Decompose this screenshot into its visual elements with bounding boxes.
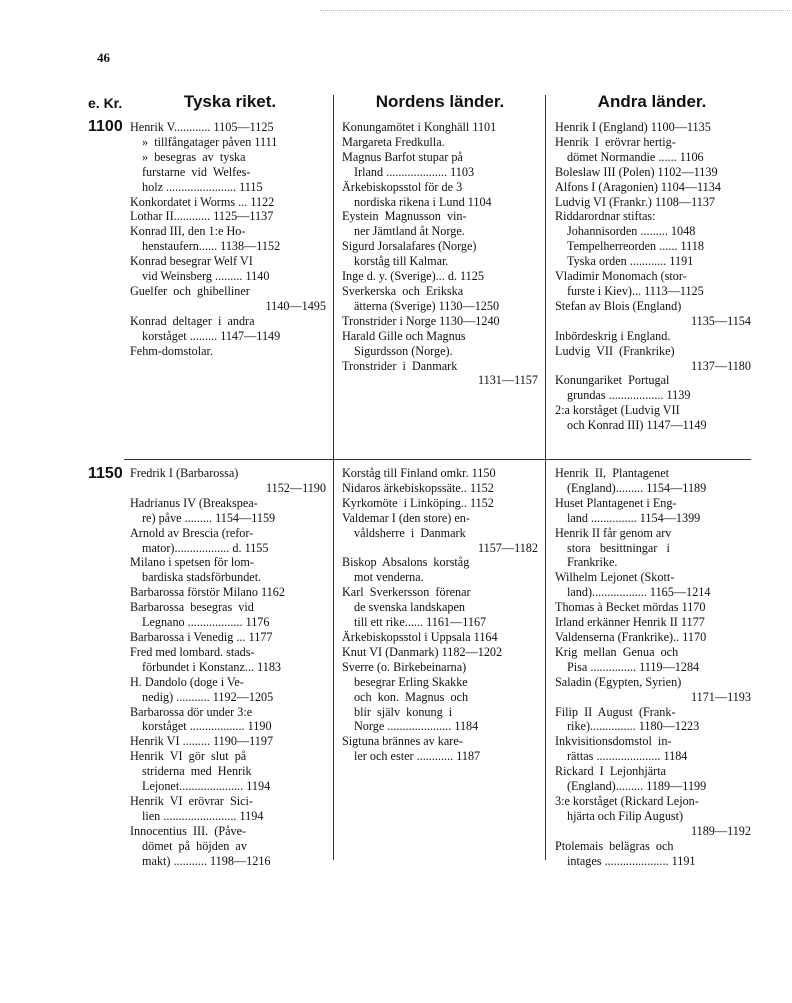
entry-line: 1137—1180	[690, 358, 751, 373]
entry-line: Valdemar I (den store) en-	[342, 510, 470, 525]
entry-line: Barbarossa i Venedig ... 1177	[130, 629, 273, 644]
entry-line: dömet på höjden av	[142, 838, 247, 853]
entry-line: Karl Sverkersson förenar	[342, 585, 471, 600]
entry-line: Wilhelm Lejonet (Skott-	[555, 570, 675, 585]
entry-line: till ett rike...... 1161—1167	[354, 615, 487, 630]
entry-line: Rickard I Lejonhjärta	[555, 764, 666, 779]
entry-line: Valdenserna (Frankrike).. 1170	[555, 629, 707, 644]
entry-line: » tillfångatager påven 1111	[142, 134, 278, 149]
entry-line: Biskop Absalons korståg	[342, 555, 470, 570]
entry-line: blir själv konung i	[354, 704, 453, 719]
section-1150-tyska-riket	[130, 466, 326, 868]
entry-line: Knut VI (Danmark) 1182—1202	[342, 644, 503, 659]
entry-line: Tyska orden ............ 1191	[567, 254, 694, 269]
entry-line: och kon. Magnus och	[354, 689, 469, 704]
entry-line: 2:a korståget (Ludvig VII	[555, 403, 680, 418]
entry-line: makt) ........... 1198—1216	[142, 853, 271, 868]
entry-line: Lothar II............ 1125—1137	[130, 209, 274, 224]
entry-line: Henrik II får genom arv	[555, 525, 672, 540]
entry-line: rättas ..................... 1184	[567, 749, 688, 764]
era-label: e. Kr.	[88, 95, 123, 111]
entry-line: 1157—1182	[477, 540, 538, 555]
entry-line: Konrad besegrar Welf VI	[130, 254, 253, 269]
entry-line: Alfons I (Aragonien) 1104—1134	[555, 179, 721, 194]
entry-line: Inbördeskrig i England.	[555, 328, 671, 343]
entry-line: (England)......... 1154—1189	[567, 480, 707, 495]
entry-line: 1135—1154	[690, 313, 751, 328]
entry-line: Milano i spetsen för lom-	[130, 555, 254, 570]
entry-line: bardiska stadsförbundet.	[142, 570, 262, 585]
entry-line: Henrik V............ 1105—1125	[130, 120, 274, 134]
entry-line: furste i Kiev)... 1113—1125	[567, 283, 704, 298]
entry-line: Irland .................... 1103	[354, 164, 475, 179]
entry-line: Sigtuna brännes av kare-	[342, 734, 463, 749]
entry-line: Konrad deltager i andra	[130, 313, 255, 328]
entry-line: 1140—1495	[265, 298, 326, 313]
entry-line: holz ....................... 1115	[142, 179, 263, 194]
entry-line: vid Weinsberg ......... 1140	[142, 269, 270, 284]
entry-line: ler och ester ............ 1187	[354, 749, 481, 764]
entry-line: Innocentius III. (Påve-	[130, 823, 247, 838]
entry-line: re) påve ......... 1154—1159	[142, 510, 276, 525]
entry-line: Sigurdsson (Norge).	[354, 343, 453, 358]
section-1100-andra-lander	[555, 120, 751, 433]
entry-line: rike)............... 1180—1223	[567, 719, 700, 734]
entry-line: förbundet i Konstanz... 1183	[142, 659, 282, 674]
entry-line: Sigurd Jorsalafares (Norge)	[342, 239, 477, 254]
entry-line: Eystein Magnusson vin-	[342, 209, 467, 224]
entry-line: de svenska landskapen	[354, 600, 466, 615]
entry-line: Tronstrider i Danmark	[342, 358, 458, 373]
entry-line: (England)......... 1189—1199	[567, 779, 707, 794]
header-andra-lander: Andra länder.	[597, 92, 707, 111]
entry-line: Sverre (o. Birkebeinarna)	[342, 659, 467, 674]
entry-line: Inkvisitionsdomstol in-	[555, 734, 672, 749]
entry-line: korståget .................. 1190	[142, 719, 272, 734]
entry-line: H. Dandolo (doge i Ve-	[130, 674, 244, 689]
entry-line: Fehm-domstolar.	[130, 343, 213, 358]
entry-line: Boleslaw III (Polen) 1102—1139	[555, 164, 718, 179]
entry-line: land).................. 1165—1214	[567, 585, 711, 600]
top-edge-rule	[320, 10, 790, 11]
entry-line: Barbarossa dör under 3:e	[130, 704, 253, 719]
entry-line: besegrar Erling Skakke	[354, 674, 468, 689]
entry-line: lien ........................ 1194	[142, 808, 264, 823]
entry-line: Ludvig VII (Frankrike)	[555, 343, 675, 358]
section-divider	[124, 459, 751, 460]
entry-line: Hadrianus IV (Breakspea-	[130, 495, 258, 510]
entry-line: Henrik I (England) 1100—1135	[555, 120, 711, 134]
section-1150-andra-lander	[555, 466, 751, 868]
entry-line: stora besittningar i	[567, 540, 670, 555]
entry-line: Kyrkomöte i Linköping.. 1152	[342, 495, 494, 510]
entry-line: ätterna (Sverige) 1130—1250	[354, 298, 500, 313]
column-divider-2	[545, 95, 546, 490]
entry-line: Filip II August (Frank-	[555, 704, 676, 719]
entry-line: Henrik VI erövrar Sici-	[130, 793, 253, 808]
entry-line: Ärkebiskopsstol i Uppsala 1164	[342, 629, 498, 644]
entry-line: Huset Plantagenet i Eng-	[555, 495, 677, 510]
entry-line: 3:e korståget (Rickard Lejon-	[555, 793, 699, 808]
entry-line: Ludvig VI (Frankr.) 1108—1137	[555, 194, 716, 209]
entry-line: Nidaros ärkebiskopssäte.. 1152	[342, 480, 494, 495]
entry-line: 1131—1157	[477, 373, 538, 388]
entry-line: Henrik II, Plantagenet	[555, 466, 670, 480]
entry-line: Konrad III, den 1:e Ho-	[130, 224, 246, 239]
entry-line: » besegras av tyska	[142, 149, 246, 164]
entry-line: Konungariket Portugal	[555, 373, 670, 388]
column-divider-1	[333, 95, 334, 490]
entry-line: furstarne vid Welfes-	[142, 164, 251, 179]
entry-line: grundas .................. 1139	[567, 388, 691, 403]
entry-line: 1152—1190	[265, 480, 326, 495]
year-marker-1100: 1100	[88, 118, 123, 135]
entry-line: Harald Gille och Magnus	[342, 328, 466, 343]
entry-line: intages ..................... 1191	[567, 853, 696, 868]
section-1100-nordens-lander	[342, 120, 538, 388]
entry-line: dömet Normandie ...... 1106	[567, 149, 704, 164]
entry-line: Barbarossa besegras vid	[130, 600, 254, 615]
column-divider-4	[545, 462, 546, 860]
entry-line: Henrik VI ......... 1190—1197	[130, 734, 274, 749]
entry-line: Henrik VI gör slut på	[130, 749, 247, 764]
entry-line: Korståg till Finland omkr. 1150	[342, 466, 496, 480]
entry-line: mot venderna.	[354, 570, 424, 585]
entry-line: nordiska rikena i Lund 1104	[354, 194, 492, 209]
entry-line: Ärkebiskopsstol för de 3	[342, 179, 463, 194]
entry-line: land ............... 1154—1399	[567, 510, 701, 525]
entry-line: Konkordatet i Worms ... 1122	[130, 194, 275, 209]
entry-line: och Konrad III) 1147—1149	[567, 418, 707, 433]
section-1100-tyska-riket	[130, 120, 326, 359]
header-tyska-riket: Tyska riket.	[183, 92, 277, 111]
entry-line: Riddarordnar stiftas:	[555, 209, 656, 224]
entry-line: Fred med lombard. stads-	[130, 644, 255, 659]
entry-line: Saladin (Egypten, Syrien)	[555, 674, 682, 689]
entry-line: Krig mellan Genua och	[555, 644, 679, 659]
entry-line: Irland erkänner Henrik II 1177	[555, 615, 705, 630]
entry-line: Sverkerska och Erikska	[342, 283, 464, 298]
entry-line: Margareta Fredkulla.	[342, 134, 445, 149]
entry-line: Vladimir Monomach (stor-	[555, 269, 687, 284]
column-divider-3	[333, 462, 334, 860]
entry-line: Legnano .................. 1176	[142, 615, 270, 630]
page-number: 46	[97, 50, 110, 65]
entry-line: Tempelherreorden ...... 1118	[567, 239, 704, 254]
entry-line: nedig) ........... 1192—1205	[142, 689, 274, 704]
section-1150-nordens-lander	[342, 466, 538, 764]
entry-line: henstaufern...... 1138—1152	[142, 239, 281, 254]
entry-line: Arnold av Brescia (refor-	[130, 525, 254, 540]
entry-line: striderna med Henrik	[142, 764, 252, 779]
entry-line: mator).................. d. 1155	[142, 540, 269, 555]
entry-line: våldsherre i Danmark	[354, 525, 466, 540]
entry-line: 1171—1193	[690, 689, 751, 704]
entry-line: ner Jämtland åt Norge.	[354, 224, 465, 239]
entry-line: Inge d. y. (Sverige)... d. 1125	[342, 269, 484, 284]
entry-line: 1189—1192	[690, 823, 751, 838]
entry-line: Lejonet..................... 1194	[142, 779, 271, 794]
entry-line: Guelfer och ghibelliner	[130, 283, 250, 298]
entry-line: Norge ..................... 1184	[354, 719, 479, 734]
header-nordens-lander: Nordens länder.	[375, 92, 505, 111]
entry-line: hjärta och Filip August)	[567, 808, 684, 823]
entry-line: Ptolemais belägras och	[555, 838, 674, 853]
entry-line: Thomas à Becket mördas 1170	[555, 600, 706, 615]
entry-line: Frankrike.	[567, 555, 618, 570]
entry-line: Stefan av Blois (England)	[555, 298, 682, 313]
entry-line: Fredrik I (Barbarossa)	[130, 466, 239, 480]
entry-line: Magnus Barfot stupar på	[342, 149, 463, 164]
entry-line: Konungamötet i Konghäll 1101	[342, 120, 497, 134]
entry-line: Pisa ............... 1119—1284	[567, 659, 700, 674]
entry-line: Tronstrider i Norge 1130—1240	[342, 313, 500, 328]
entry-line: Barbarossa förstör Milano 1162	[130, 585, 285, 600]
year-marker-1150: 1150	[88, 465, 123, 482]
entry-line: Henrik I erövrar hertig-	[555, 134, 676, 149]
entry-line: Johannisorden ......... 1048	[567, 224, 696, 239]
entry-line: korståget ......... 1147—1149	[142, 328, 281, 343]
entry-line: korståg till Kalmar.	[354, 254, 449, 269]
